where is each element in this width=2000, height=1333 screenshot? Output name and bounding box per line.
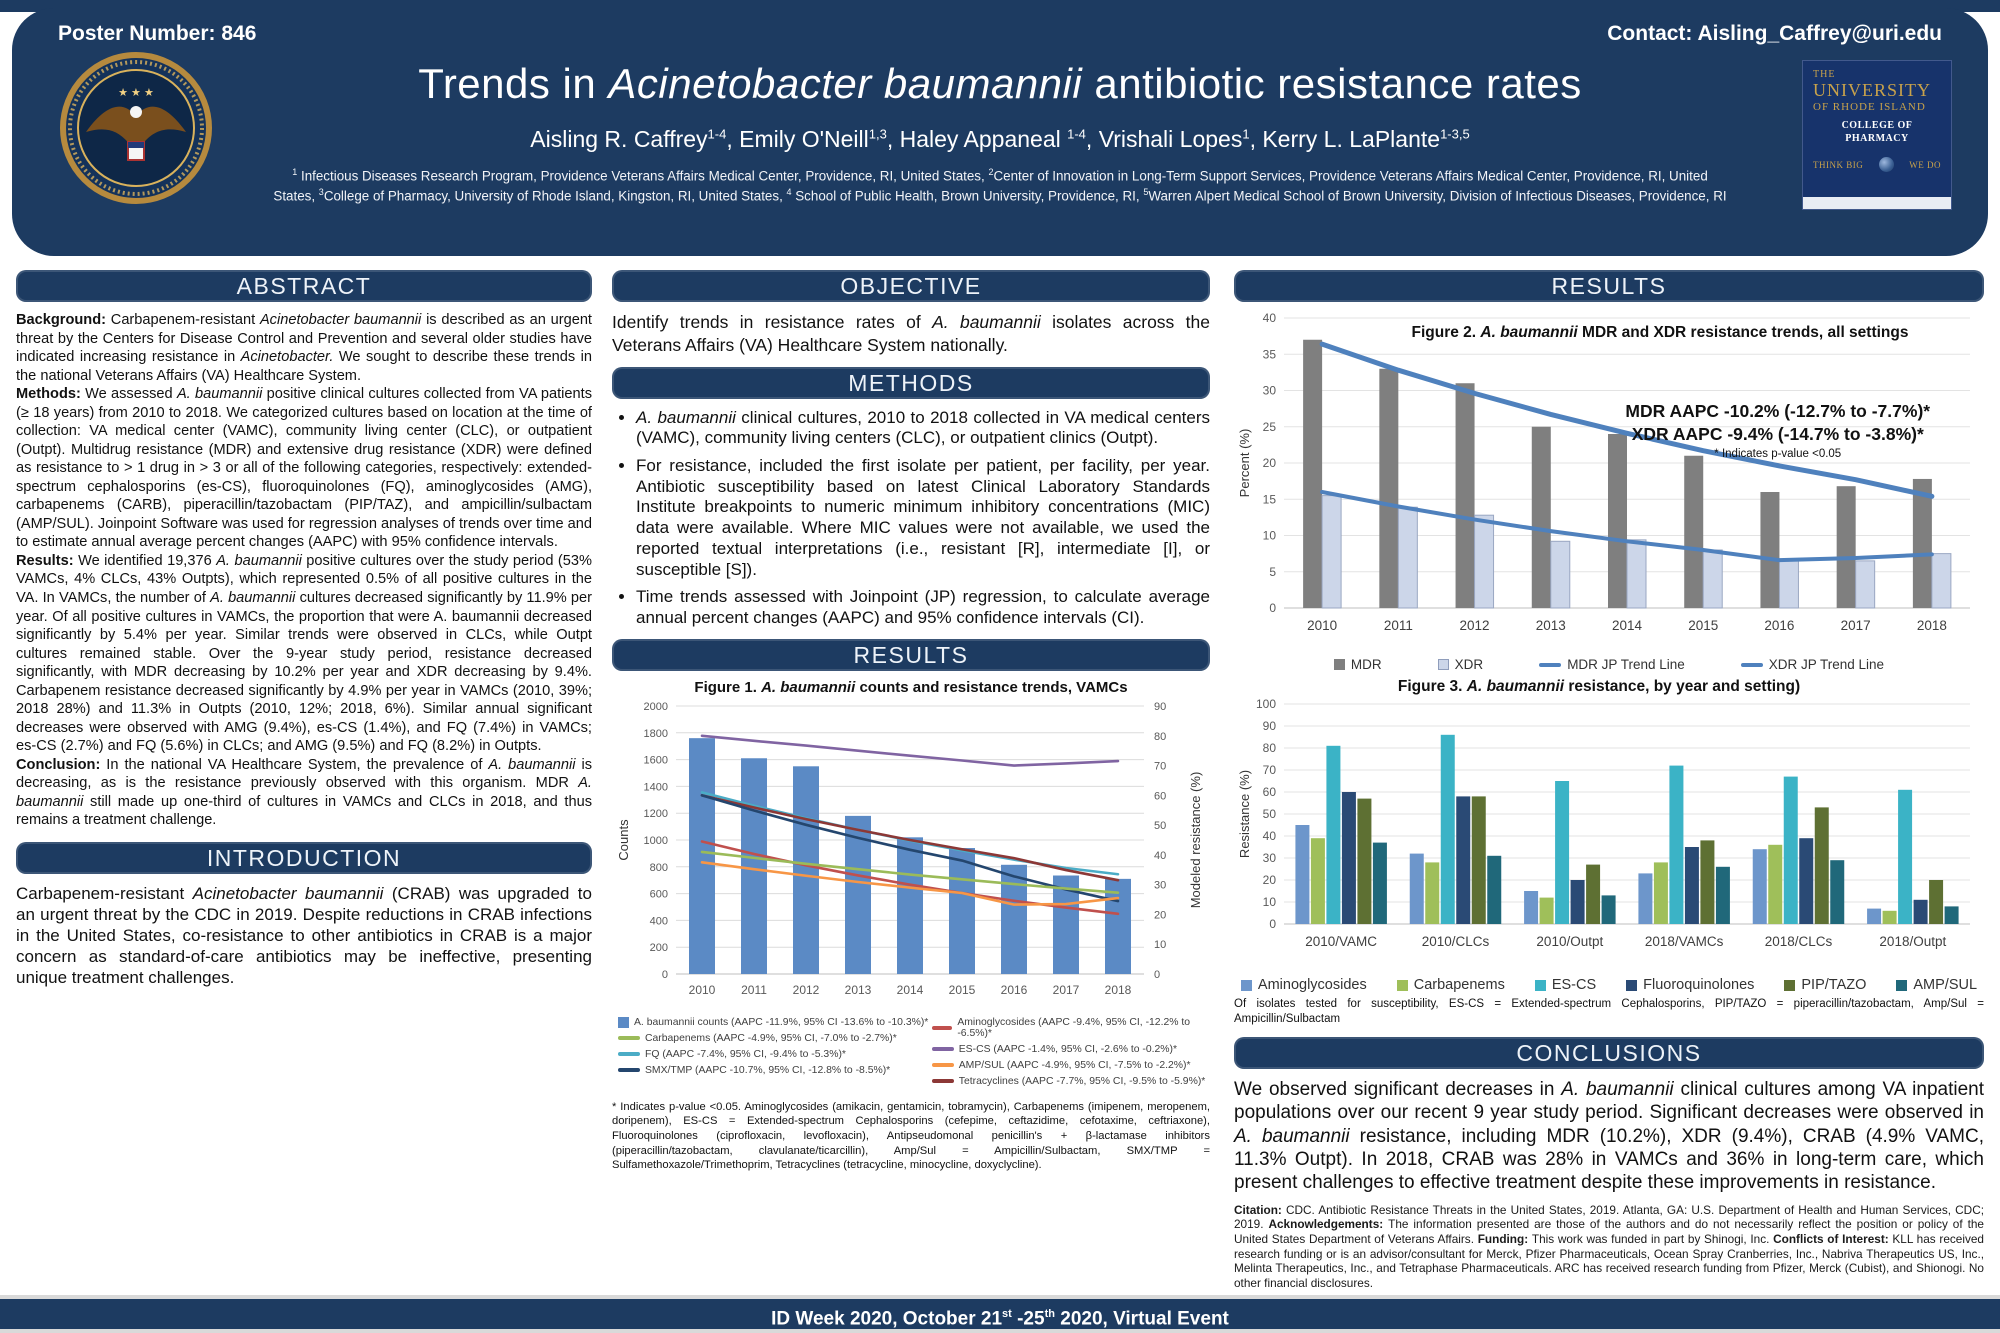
svg-text:2012: 2012	[792, 982, 820, 997]
abstract-text	[16, 311, 592, 830]
figure1-footnote: * Indicates p-value <0.05. Aminoglycosides (amikacin, gentamicin, tobramycin), Carbapenems (imipenem, meropenem, doripenem), ES-CS = Extended-spectrum Cephalosporins (cefepime, ceftazidime, cefotaxime, ceftriaxone), Fluoroquinolones (ciprofloxacin, levofloxacin), Antipseudomonal penicillin's + β-lactamase inhibitors (piperacillin/tazobactam, clavulanate/ticarcillin), Amp/Sul = Ampicillin/Sulbactam, SMX/TMP = Sulfamethoxazole/Trimethoprim, Tetracyclines (tetracycline, minocycline, doxyclycline).	[612, 1100, 1210, 1172]
legend-item	[618, 1065, 932, 1076]
svg-text:2010/CLCs: 2010/CLCs	[1421, 934, 1490, 949]
legend-square-icon	[618, 1017, 629, 1028]
right-column	[1234, 270, 1984, 1290]
svg-text:2011: 2011	[741, 982, 767, 997]
legend-label: Carbapenems	[1413, 977, 1505, 993]
legend-square-icon	[1397, 980, 1408, 991]
svg-text:30: 30	[1262, 851, 1276, 865]
svg-text:10: 10	[1262, 895, 1276, 909]
svg-text:0: 0	[1269, 601, 1276, 615]
abstract-background: Background: Carbapenem-resistant Acinetobacter baumannii is described as an urgent threat by the Centers for Disease Control and Prevention and several older studies have indicated increasing resistance in Acinetobacter. We sought to describe these trends in the national Veterans Affairs (VA) Healthcare System.	[16, 312, 593, 384]
figure3-chart	[1234, 678, 1984, 975]
svg-text:40: 40	[1154, 849, 1167, 862]
legend-label: Aminoglycosides (AAPC -9.4%, 95% CI, -12.2% to -6.5%)*	[957, 1016, 1191, 1039]
svg-text:20: 20	[1262, 456, 1276, 470]
figure1-chart	[612, 698, 1210, 1015]
uri-logo-the: THE	[1813, 69, 1836, 80]
svg-text:60: 60	[1154, 790, 1167, 803]
svg-text:2017: 2017	[1840, 618, 1871, 633]
svg-text:2015: 2015	[948, 982, 976, 997]
methods-bullet-3: • Time trends assessed with Joinpoint (JP) regression, to calculate average annual percent changes (AAPC) and 95% confidence intervals (CI).	[636, 587, 1210, 628]
svg-text:Resistance (%): Resistance (%)	[1237, 769, 1252, 859]
svg-text:2015: 2015	[1688, 618, 1719, 633]
section-header-introduction: INTRODUCTION	[16, 842, 592, 874]
svg-text:2010/VAMC: 2010/VAMC	[1305, 934, 1378, 949]
middle-column	[612, 270, 1210, 1173]
contact-email[interactable]	[1607, 22, 1942, 46]
svg-text:0: 0	[1269, 917, 1276, 931]
legend-item	[1334, 657, 1382, 672]
figure2-annotation-xdr: XDR AAPC -9.4% (-14.7% to -3.8%)*	[1631, 423, 1924, 444]
figure1-svg	[612, 698, 1210, 1010]
svg-text:2010: 2010	[688, 982, 716, 997]
legend-label: SMX/TMP (AAPC -10.7%, 95% CI, -12.8% to -8.5%)*	[645, 1064, 891, 1076]
footer-banner: ID Week 2020, October 21st -25th 2020, Virtual Event	[0, 1299, 2000, 1329]
figure2-chart	[1234, 308, 1984, 655]
legend-square-icon	[1896, 980, 1907, 991]
svg-text:2000: 2000	[643, 700, 668, 713]
svg-text:10: 10	[1154, 939, 1167, 952]
svg-text:90: 90	[1154, 700, 1167, 713]
legend-item	[1535, 977, 1596, 993]
svg-text:80: 80	[1262, 741, 1276, 755]
legend-label: XDR	[1454, 657, 1484, 672]
svg-text:2016: 2016	[1000, 982, 1028, 997]
section-header-methods: METHODS	[612, 367, 1210, 399]
legend-label: AMP/SUL	[1913, 977, 1978, 993]
svg-text:2018: 2018	[1104, 982, 1132, 997]
svg-text:2010: 2010	[1307, 618, 1338, 633]
legend-item	[1241, 977, 1367, 993]
legend-line-icon	[1539, 663, 1561, 667]
svg-text:2018/VAMCs: 2018/VAMCs	[1644, 934, 1724, 949]
svg-text:25: 25	[1262, 419, 1276, 434]
legend-label: MDR	[1350, 657, 1382, 672]
svg-text:2018/CLCs: 2018/CLCs	[1764, 934, 1833, 949]
authors: Aisling R. Caffrey$^{1-4}$, Emily O'Neill$^{1,3}$, Haley Appaneal $^{1-4}$, Vrishali Lopes$^1$, Kerry L. LaPlante$^{1-3,5}$	[530, 126, 1470, 152]
uri-tagline-left: THINK BIG	[1813, 159, 1864, 170]
figure2-legend	[1234, 657, 1984, 672]
svg-text:2014: 2014	[1611, 618, 1643, 633]
poster-footer	[0, 1295, 2000, 1333]
svg-text:1600: 1600	[643, 754, 668, 767]
uri-logo-strip	[1803, 197, 1951, 209]
legend-label: FQ (AAPC -7.4%, 95% CI, -9.4% to -5.3%)*	[645, 1048, 846, 1060]
svg-text:10: 10	[1262, 528, 1276, 543]
svg-text:Modeled resistance (%): Modeled resistance (%)	[1188, 771, 1203, 909]
svg-text:2012: 2012	[1459, 618, 1490, 633]
uri-logo-tagline	[1813, 157, 1941, 172]
uri-logo-of-rhode-island: OF RHODE ISLAND	[1813, 101, 1926, 113]
figure1-legend-col2	[932, 1017, 1210, 1092]
legend-label: MDR JP Trend Line	[1567, 657, 1685, 672]
svg-text:50: 50	[1154, 819, 1167, 832]
legend-item	[1741, 657, 1884, 672]
svg-text:1800: 1800	[643, 727, 668, 740]
svg-text:200: 200	[649, 942, 668, 955]
legend-label: Fluoroquinolones	[1643, 977, 1755, 993]
legend-label: A. baumannii counts (AAPC -11.9%, 95% CI -13.6% to -10.3%)*	[634, 1016, 929, 1028]
legend-item	[1896, 977, 1977, 993]
figure2-title: Figure 2. A. baumannii MDR and XDR resistance trends, all settings	[1411, 324, 1909, 341]
conclusions-text: We observed significant decreases in A. baumannii clinical cultures among VA inpatient populations over our recent 9 year study period. Significant decreases were observed in A. baumannii resistance, including MDR (10.2%), XDR (9.4%), CRAB (4.9% VAMC, 11.3% Outpt). In 2018, CRAB was 28% in VAMCs and 36% in long-term care, which present challenges to effective treatment despite these improvements in resistance.	[1234, 1078, 1985, 1194]
uri-logo	[1802, 60, 1952, 210]
svg-text:★ ★ ★: ★ ★ ★	[118, 87, 154, 99]
legend-item	[1626, 977, 1754, 993]
svg-text:1200: 1200	[643, 808, 668, 821]
svg-text:2017: 2017	[1052, 982, 1080, 997]
section-header-conclusions: CONCLUSIONS	[1234, 1037, 1984, 1069]
svg-text:Counts: Counts	[616, 819, 631, 861]
figure2-annotation-mdr: MDR AAPC -10.2% (-12.7% to -7.7%)*	[1625, 401, 1931, 421]
svg-text:60: 60	[1262, 785, 1276, 799]
svg-text:90: 90	[1262, 719, 1276, 733]
svg-text:70: 70	[1154, 760, 1167, 773]
contact-email-text: Contact: Aisling_Caffrey@uri.edu	[1607, 22, 1942, 45]
figure3-svg	[1234, 678, 1984, 970]
va-seal-icon	[60, 52, 212, 204]
citation-text: Citation: CDC. Antibiotic Resistance Threats in the United States, 2019. Atlanta, GA: U.S. Department of Health and Human Services, CDC; 2019. Acknowledgements: The information presented are those of the authors and do not necessarily reflect the position or policy of the United States Department of Veterans Affairs. Funding: This work was funded in part by Shinogi, Inc. Conflicts of Interest: KLL has received research funding or is an advisor/consultant for Merck, Pfizer Pharmaceuticals, Ocean Spray Cranberries, Inc., Nabriva Therapeutics US, Inc., Melinta Therapeutics, Inc., and Tetraphase Pharmaceuticals. ARC has received research funding from Pfizer, Merck (Cubist), and Shionogi. No other financial disclosures.	[1234, 1202, 1984, 1290]
legend-item	[618, 1017, 932, 1028]
legend-label: Tetracyclines (AAPC -7.7%, 95% CI, -9.5% to -5.9%)*	[958, 1075, 1206, 1087]
legend-line-icon	[932, 1026, 953, 1030]
figure1-legend	[612, 1017, 1210, 1092]
poster-header	[12, 8, 1988, 256]
svg-text:2010/Outpt: 2010/Outpt	[1536, 934, 1604, 949]
svg-text:70: 70	[1262, 763, 1276, 777]
svg-text:35: 35	[1262, 347, 1276, 362]
legend-line-icon	[932, 1063, 954, 1067]
legend-line-icon	[1741, 663, 1763, 667]
svg-text:Percent (%): Percent (%)	[1237, 428, 1252, 498]
svg-text:0: 0	[661, 968, 668, 981]
introduction-text: Carbapenem-resistant Acinetobacter baumannii (CRAB) was upgraded to an urgent threat by the CDC in 2019. Despite reductions in CRAB infections in the United States, co-resistance to other antibiotics in CRAB is a major concern as standard-of-care antibiotics may be ineffective, presenting unique treatment challenges.	[16, 883, 592, 988]
figure2-annotation-note: * Indicates p-value <0.05	[1714, 447, 1842, 460]
abstract-methods: Methods: We assessed A. baumannii positive clinical cultures collected from VA patients (≥ 18 years) from 2010 to 2018. We categorized cultures based on location at the time of collection: VA medical center (VAMC), community living center (CLC), or outpatient (Outpt). Multidrug resistance (MDR) and extensive drug resistance (XDR) were defined as resistance to > 1 drug in > 3 or all of the following categories, respectively: extended-spectrum cephalosporins (es-CS), fluoroquinolones (FQ), aminoglycosides (AMG), carbapenems (CARB), piperacillin/tazobactam (PIP/TAZ), and ampicillin/sulbactam (AMP/SUL). Joinpoint Software was used for regression analyses of trends over time and to estimate annual average percent changes (AAPC) with 95% confidence intervals.	[16, 386, 592, 551]
svg-text:1400: 1400	[643, 781, 668, 794]
svg-text:0: 0	[1154, 968, 1161, 981]
legend-item	[1397, 977, 1505, 993]
svg-text:600: 600	[649, 888, 668, 901]
section-header-abstract: ABSTRACT	[16, 270, 592, 302]
poster-title: Trends in Acinetobacter baumannii antibiotic resistance rates	[418, 60, 1582, 107]
legend-item	[932, 1060, 1210, 1071]
legend-line-icon	[932, 1047, 954, 1051]
legend-line-icon	[618, 1036, 640, 1040]
svg-text:40: 40	[1262, 829, 1276, 843]
affiliations: $^1$ Infectious Diseases Research Program, Providence Veterans Affairs Medical Center, Providence, RI, United States, $^2$Center of Innovation in Long-Term Support Services, Providence Veterans Affairs Medical Center, Providence, RI, United States, $^3$College of Pharmacy, University of Rhode Island, Kingston, RI, United States, $^4$ School of Public Health, Brown University, Providence, RI, $^5$Warren Alpert Medical School of Brown University, Division of Infectious Diseases, Providence, RI	[273, 167, 1727, 204]
legend-label: AMP/SUL (AAPC -4.9%, 95% CI, -7.5% to -2.2%)*	[958, 1059, 1191, 1071]
svg-text:400: 400	[649, 915, 668, 928]
uri-logo-college: COLLEGE OF PHARMACY	[1841, 120, 1913, 144]
legend-label: ES-CS	[1551, 977, 1597, 993]
svg-text:2016: 2016	[1764, 618, 1795, 633]
svg-text:2018: 2018	[1916, 618, 1947, 633]
svg-text:30: 30	[1154, 879, 1167, 892]
legend-label: Aminoglycosides	[1257, 977, 1367, 993]
figure1-title: Figure 1. A. baumannii counts and resistance trends, VAMCs	[694, 678, 1128, 696]
legend-line-icon	[618, 1068, 640, 1072]
svg-text:800: 800	[649, 861, 668, 874]
legend-item	[932, 1076, 1210, 1087]
svg-text:30: 30	[1262, 383, 1276, 398]
legend-label: XDR JP Trend Line	[1768, 657, 1885, 672]
svg-text:40: 40	[1262, 311, 1276, 325]
legend-item	[1784, 977, 1866, 993]
svg-text:100: 100	[1255, 697, 1276, 711]
legend-square-icon	[1535, 980, 1546, 991]
svg-text:5: 5	[1269, 564, 1276, 579]
section-header-results-mid: RESULTS	[612, 639, 1210, 671]
legend-line-icon	[932, 1079, 954, 1083]
svg-text:2013: 2013	[844, 982, 872, 997]
figure3-footnote: Of isolates tested for susceptibility, ES-CS = Extended-spectrum Cephalosporins, PIP/TAZO = piperacillin/tazobactam, Amp/Sul = Ampicillin/Sulbactam	[1234, 998, 1984, 1025]
legend-square-icon	[1626, 980, 1637, 991]
figure3-legend	[1234, 977, 1984, 993]
figure2-annotation	[1579, 400, 1977, 460]
uri-logo-university: UNIVERSITY	[1813, 80, 1931, 100]
svg-text:50: 50	[1262, 807, 1276, 821]
legend-item	[932, 1017, 1210, 1039]
legend-label: ES-CS (AAPC -1.4%, 95% CI, -2.6% to -0.2%)*	[958, 1043, 1178, 1055]
svg-text:20: 20	[1262, 873, 1276, 887]
svg-text:2011: 2011	[1383, 618, 1413, 633]
poster-number: Poster Number: 846	[58, 22, 257, 45]
objective-text: Identify trends in resistance rates of A. baumannii isolates across the Veterans Affairs (VA) Healthcare System nationally.	[612, 312, 1210, 355]
legend-item	[1539, 657, 1685, 672]
left-column	[16, 270, 592, 988]
legend-label: PIP/TAZO	[1801, 977, 1867, 993]
section-header-objective: OBJECTIVE	[612, 270, 1210, 302]
svg-text:2018/Outpt: 2018/Outpt	[1879, 934, 1947, 949]
methods-list	[612, 408, 1210, 629]
legend-square-icon	[1334, 659, 1345, 670]
legend-square-icon	[1784, 980, 1795, 991]
legend-line-icon	[618, 1052, 640, 1056]
va-seal-logo	[60, 52, 212, 204]
figure2-svg	[1234, 308, 1984, 650]
legend-item	[1438, 657, 1484, 672]
legend-label: Carbapenems (AAPC -4.9%, 95% CI, -7.0% to -2.7%)*	[645, 1032, 897, 1044]
svg-text:15: 15	[1262, 492, 1276, 507]
legend-item	[932, 1044, 1210, 1055]
svg-text:20: 20	[1154, 909, 1167, 922]
methods-bullet-1: • A. baumannii clinical cultures, 2010 to 2018 collected in VA medical centers (VAMC), community living centers (CLC), or outpatient clinics (Outpt).	[636, 408, 1210, 449]
svg-text:2014: 2014	[896, 982, 924, 997]
globe-icon	[1879, 157, 1894, 172]
svg-text:2013: 2013	[1535, 618, 1566, 633]
figure3-title: Figure 3. A. baumannii resistance, by year and setting)	[1397, 678, 1801, 695]
abstract-results: Results: We identified 19,376 A. baumannii positive cultures over the study period (53% VAMCs, 4% CLCs, 43% Outpts), which represented 0.5% of all positive cultures in the VA. In VAMCs, the number of A. baumannii cultures decreased significantly by 11.9% per year. Of all positive cultures in VAMCs, the proportion that were A. baumannii decreased significantly by 5.4% per year. Similar trends were observed in CLCs, while Outpt cultures remained stable. Over the 9-year study period, resistance decreased significantly, with MDR decreasing by 10.2% per year and XDR decreasing by 9.4%. Carbapenem resistance decreased significantly by 4.9% per year in VAMCs (2010, 39%; 2018 28%) and 11.3% in Outpts (2010, 12%; 2018, 6%). Similar annual significant decreases were observed with AMG (9.4%), es-CS (1.4%), and FQ (7.4%) in VAMCs; es-CS (2.7%) and FQ (5.6%) in CLCs; and AMG (9.5%) and FQ (8.2%) in Outpts.	[16, 552, 592, 755]
uri-tagline-right: WE DO	[1909, 159, 1941, 170]
svg-text:1000: 1000	[643, 834, 668, 847]
methods-bullet-2: • For resistance, included the first isolate per patient, per facility, per year. Antibiotic susceptibility based on latest Clinical Laboratory Standards Institute breakpoints to numeric minimum inhibitory concentrations (MIC) data were available. Where MIC values were not available, we used the reported textual interpretations (i.e., resistant [R], intermediate [I], or susceptible [S]).	[636, 456, 1210, 580]
figure1-legend-col1	[618, 1017, 932, 1092]
legend-item	[618, 1049, 932, 1060]
abstract-conclusion: Conclusion: In the national VA Healthcare System, the prevalence of A. baumannii is decreasing, as is the resistance previously observed with this organism. MDR A. baumannii still made up one-third of cultures in VAMCs and CLCs in 2018, and thus remains a treatment challenge.	[16, 756, 592, 829]
legend-item	[618, 1033, 932, 1044]
section-header-results-right: RESULTS	[1234, 270, 1984, 302]
legend-square-icon	[1241, 980, 1252, 991]
svg-text:80: 80	[1154, 730, 1167, 743]
legend-square-icon	[1438, 659, 1449, 670]
